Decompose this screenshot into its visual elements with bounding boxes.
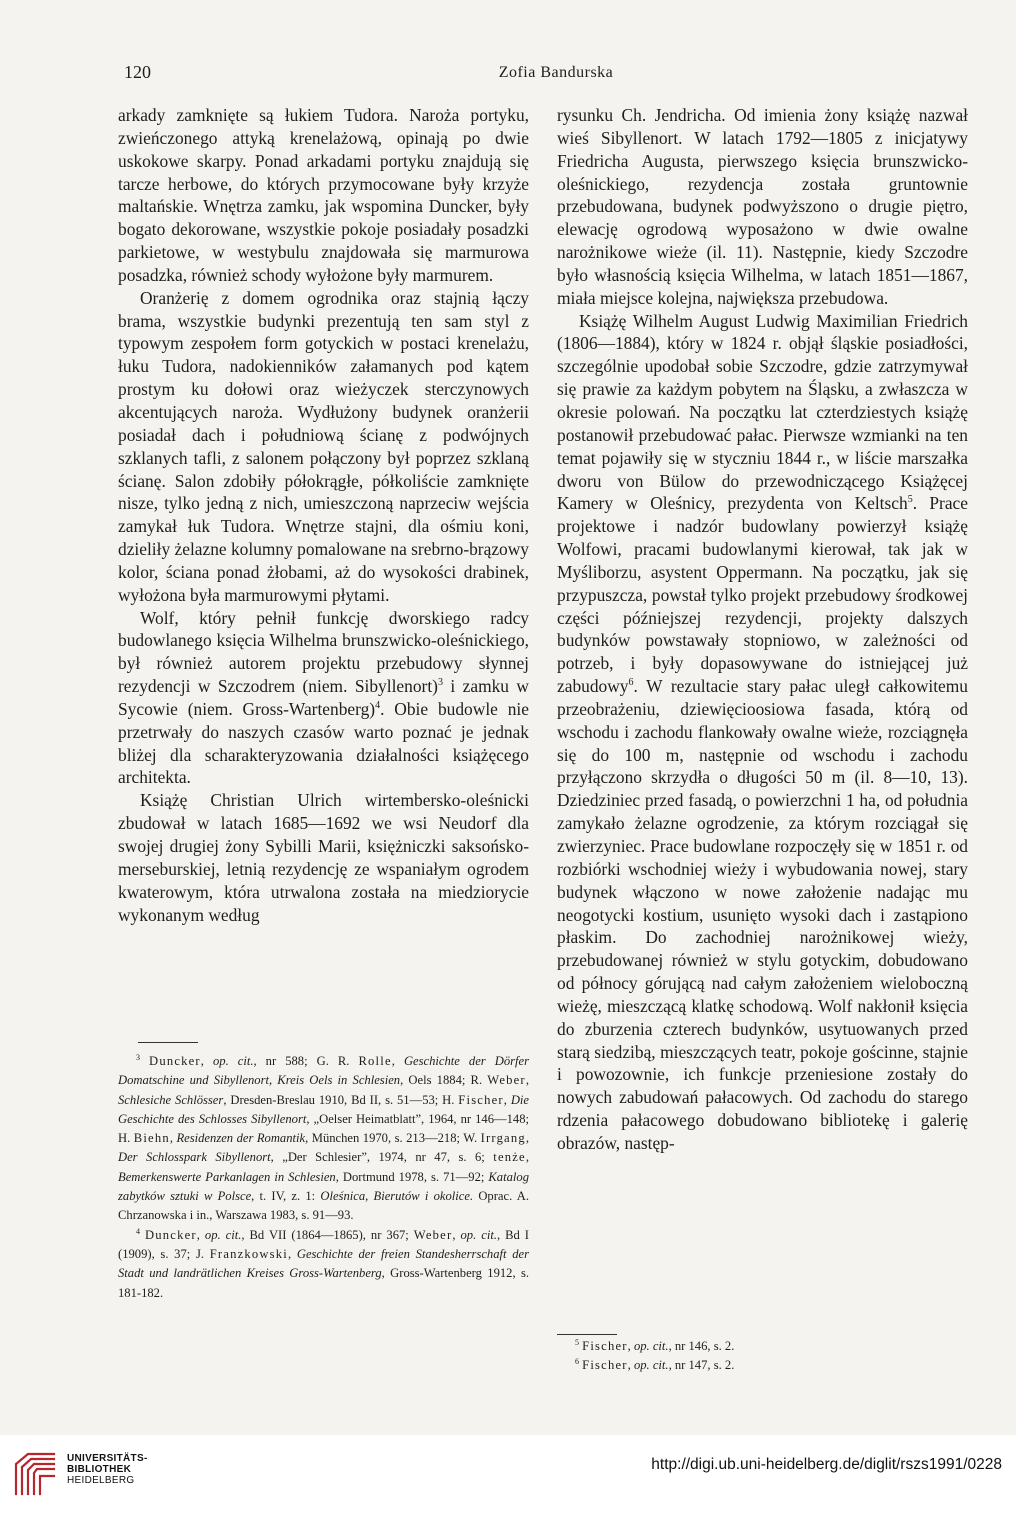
library-logo-icon xyxy=(10,1448,62,1500)
text-run: , Dortmund 1978, s. 71—92; xyxy=(335,1169,489,1184)
author: Duncker xyxy=(145,1227,197,1242)
footnote-number: 6 xyxy=(575,1357,579,1367)
text-run: i zamku w Sycowie (niem. Gross-Wartenberg) xyxy=(118,676,529,719)
text-run: , xyxy=(503,1092,511,1107)
author: Fischer xyxy=(582,1358,628,1373)
left-column xyxy=(118,104,529,926)
left-paragraph-3 xyxy=(118,607,529,790)
text-run: , xyxy=(452,1227,461,1242)
text-run: , xyxy=(169,1131,177,1146)
italic-run: Residenzen der Romantik xyxy=(176,1131,306,1146)
text-run: , nr 147, s. 2. xyxy=(668,1358,735,1373)
italic-run: op. cit. xyxy=(633,1339,669,1353)
text-run: . Obie budowle nie przetrwały do naszych czasów warto poznać je jednak bliżej dla scharakteryzowania działalności książęcego architekta. xyxy=(118,698,529,788)
left-paragraph-2: Oranżerię z domem ogrodnika oraz stajnią łączy brama, wszystkie budynki prezentują ten sam styl z typowym zespołem form gotyckich w postaci krenelażu, łuku Tudora, nadokienników załamanych pod kątem prostym ku dołowi oraz wieżyczek sterczynowych akcentujących naroża. Wydłużony budynek oranżerii posiadał dach i południową ścianę z podwójnych szklanych tafli, z salonem połączony był poprzez szklaną ścianę. Salon zdobiły półokrągłe, półkoliście zamknięte nisze, tylko jedną z nich, umieszczoną naprzeciw wejścia zamykał łuk Tudora. Wnętrze stajni, dla ośmiu koni, dzieliły żelazne kolumny pomalowane na srebrno-brązowy kolor, ściana ponad żłobami, aż do wysokości drabinek, wyłożona była marmurowymi płytami. xyxy=(118,287,529,605)
footnotes-left xyxy=(118,1052,529,1303)
italic-run: Schlesiche Schlösser xyxy=(118,1092,224,1107)
right-paragraph-1: rysunku Ch. Jendricha. Od imienia żony książę nazwał wieś Sibyllenort. W latach 1792—1805 z inicjatywy Friedricha Augusta, pierwszego księcia brunszwicko-oleśnickiego, rezydencja została gruntownie przebudowana, budynek podwyższono o drugie piętro, elewację ogrodową wyposażono w dwie owalne narożnikowe wieże (il. 11). Następnie, kiedy Szczodre było własnością księcia Wilhelma, w latach 1851—1867, miała miejsce kolejna, największa przebudowa. xyxy=(557,105,968,308)
footnote-number: 4 xyxy=(136,1226,140,1236)
italic-run: op. cit. xyxy=(204,1227,242,1242)
text-run: , xyxy=(200,1054,213,1068)
library-footer xyxy=(0,1435,1016,1513)
footnote-ref-5[interactable]: 5 xyxy=(907,494,913,506)
author: Weber xyxy=(487,1073,526,1088)
italic-run: Oleśnica, Bierutów i okolice. xyxy=(320,1189,474,1204)
left-paragraph-4: Książę Christian Ulrich wirtembersko-oleśnicki zbudował w latach 1685—1692 we wsi Neudorf dla swojej drugiej żony Sybilli Marii, księżniczki saksońsko-merseburskiej, letnią rezydencję ze wspaniałym ogrodem kwaterowym, która utrwalona została na miedziorycie wykonanym według xyxy=(118,790,529,925)
footnote-rule-right xyxy=(557,1334,617,1335)
author: Rolle xyxy=(358,1054,392,1068)
italic-run: Der Schlosspark Sibyllenort xyxy=(118,1150,271,1165)
library-name-line: UNIVERSITÄTS- xyxy=(67,1453,148,1464)
italic-run: Geschichte der Dörfer Domatschine und Sibyllenort, Kreis Oels in Schlesien xyxy=(118,1054,530,1088)
footnote-rule-left xyxy=(138,1042,198,1043)
text-run: . Prace projektowe i nadzór budowlany powierzył książę Wolfowi, pracami budowlanymi kierował, tak jak w Myśliborzu, asystent Oppermann. Na początku, jak się przypuszcza, powstał tylko projekt przebudowy środkowej części późniejszej rezydencji, projekty dalszych budynków powstawały stopniowo, w zależności od potrzeb, i były dopasowywane do istniejącej już zabudowy xyxy=(557,493,968,697)
footnote-number: 3 xyxy=(136,1052,140,1062)
text-run: , „Oelser Heimatblatt”, 1964, nr 146—148; H. xyxy=(118,1111,529,1146)
text-run: , „Der Schlesier”, 1974, nr 47, s. 6; xyxy=(270,1150,494,1165)
footnotes-right xyxy=(557,1337,968,1376)
footnote-ref-4[interactable]: 4 xyxy=(375,700,381,712)
text-run: , nr 146, s. 2. xyxy=(668,1339,735,1353)
text-run: , nr 588; G. R. xyxy=(253,1054,359,1068)
italic-run: op. cit. xyxy=(633,1358,669,1373)
footnote-ref-3[interactable]: 3 xyxy=(437,677,443,689)
text-run: , Bd I (1909), s. 37; J. xyxy=(118,1227,529,1261)
text-run: Książę Wilhelm August Ludwig Maximilian Friedrich (1806—1884), który w 1824 r. objął śląskie posiadłości, szczególnie upodobał sobie Szczodre, gdzie zatrzymywał się prawie za każdym pobytem na Śląsku, a zwłaszcza w okresie polowań. Na początku lat czterdziestych książę postanowił przebudować pałac. Pierwsze wzmianki na ten temat pojawiły się w styczniu 1844 r., w liście marszałka dworu von Bülow do przewodniczącego Książęcej Kamery w Oleśnicy, prezydenta von Keltsch xyxy=(557,310,968,514)
author: tenże xyxy=(493,1150,526,1165)
footnote-number: 5 xyxy=(575,1337,579,1347)
text-run: , xyxy=(627,1339,634,1353)
library-name-line: BIBLIOTHEK xyxy=(67,1464,132,1475)
author: Fischer xyxy=(458,1092,504,1107)
text-run: , xyxy=(525,1131,529,1146)
text-run: , xyxy=(525,1150,529,1165)
text-run: , xyxy=(196,1227,205,1242)
italic-run: Katalog zabytków sztuki w Polsce xyxy=(118,1169,529,1204)
text-run: , t. IV, z. 1: xyxy=(251,1189,321,1204)
page-number: 120 xyxy=(124,62,151,82)
author: Weber xyxy=(413,1227,453,1242)
italic-run: op. cit. xyxy=(212,1054,254,1068)
text-run: , xyxy=(287,1246,297,1261)
library-name xyxy=(67,1453,148,1486)
author: Fischer xyxy=(582,1339,628,1353)
author: Franzkowski xyxy=(209,1246,288,1261)
italic-run: Die Geschichte des Schlosses Sibyllenort xyxy=(118,1092,529,1126)
left-paragraph-1: arkady zamknięte są łukiem Tudora. Naroża portyku, zwieńczonego attyką krenelażową, opinają po dwie uskokowe skarpy. Ponad arkadami portyku znajdują się tarcze herbowe, do których przymocowane były krzyże maltańskie. Wnętrza zamku, jak wspomina Duncker, były bogato dekorowane, wszystkie pokoje posiadały posadzki parkietowe, w westybulu znajdowała się marmurowa posadzka, również schody wyłożone były marmurem. xyxy=(118,105,529,285)
footnote-6 xyxy=(557,1356,968,1375)
page-header xyxy=(0,62,1016,88)
text-run: , xyxy=(525,1073,529,1088)
italic-run: Geschichte der freien Standesherrschaft der Stadt und landrätlichen Kreises Gross-Wartenberg xyxy=(118,1246,530,1281)
footnote-ref-6[interactable]: 6 xyxy=(628,677,634,689)
text-run: Wolf, który pełnił funkcję dworskiego radcy budowlanego księcia Wilhelma brunszwicko-oleśnickiego, był również autorem projektu przebudowy słynnej rezydencji w Szczodrem (niem. Sibyllenort) xyxy=(118,607,529,697)
right-paragraph-2 xyxy=(557,310,968,1155)
text-run: , Dresden-Breslau 1910, Bd II, s. 51—53; H. xyxy=(223,1092,459,1107)
footnote-4 xyxy=(118,1226,529,1303)
text-run: . W rezultacie stary pałac uległ całkowitemu przeobrażeniu, dziewięcioosiowa fasada, którą od wschodu i zachodu flankowały owalne wieże, rozciągnęła się do 100 m, następnie od wschodu i zachodu przyłączono skrzydła o długości 50 m (il. 8—10, 13). Dziedziniec przed fasadą, o powierzchni 1 ha, od południa zamykało żelazne ogrodzenie, za którym rozciągał się zwierzyniec. Prace budowlane rozpoczęły się w 1851 r. od rozbiórki wschodniej wieży i wybudowania nowej, stary budynek włączono w nowe założenie nadając mu neogotycki kostium, usunięto wysoki dach i zastąpiono płaskim. Do zachodniej narożnikowej wieży, przebudowanej również w stylu gotyckim, dobudowano od północy górującą nad całym założeniem wieloboczną wieżę, mieszczącą klatkę schodową. Wolf nakłonił księcia do zburzenia czterech budynków, usytuowanych przed starą siedzibą, mieszczących teatr, pokoje gościnne, stajnie i powozownie, ich funkcje przeniesione zostały do nowych zabudowań pałacowych. Od zachodu do starego rdzenia pałacowego dobudowano bibliotekę i galerię obrazów, następ- xyxy=(557,676,968,1153)
text-run: , Gross-Wartenberg 1912, s. 181-182. xyxy=(118,1266,529,1300)
footnote-3 xyxy=(118,1052,529,1226)
footnote-5 xyxy=(557,1337,968,1356)
author: Duncker xyxy=(149,1054,201,1068)
italic-run: op. cit. xyxy=(460,1227,497,1242)
text-run: , xyxy=(627,1358,634,1373)
running-head: Zofia Bandurska xyxy=(498,64,614,81)
author: Irrgang xyxy=(480,1131,526,1146)
italic-run: Bemerkenswerte Parkanlagen in Schlesien xyxy=(118,1169,336,1184)
library-name-line: HEIDELBERG xyxy=(67,1475,135,1486)
right-column xyxy=(557,104,968,1155)
text-run: , Bd VII (1864—1865), nr 367; xyxy=(241,1227,414,1242)
text-run: , xyxy=(391,1054,404,1068)
source-url-link[interactable]: http://digi.ub.uni-heidelberg.de/diglit/rszs1991/0228 xyxy=(651,1456,1002,1473)
text-run: , München 1970, s. 213—218; W. xyxy=(305,1131,481,1146)
author: Biehn xyxy=(133,1131,170,1146)
text-run: Oprac. A. Chrzanowska i in., Warszawa 1983, s. 91—93. xyxy=(118,1189,529,1223)
text-run: , Oels 1884; R. xyxy=(400,1073,488,1088)
